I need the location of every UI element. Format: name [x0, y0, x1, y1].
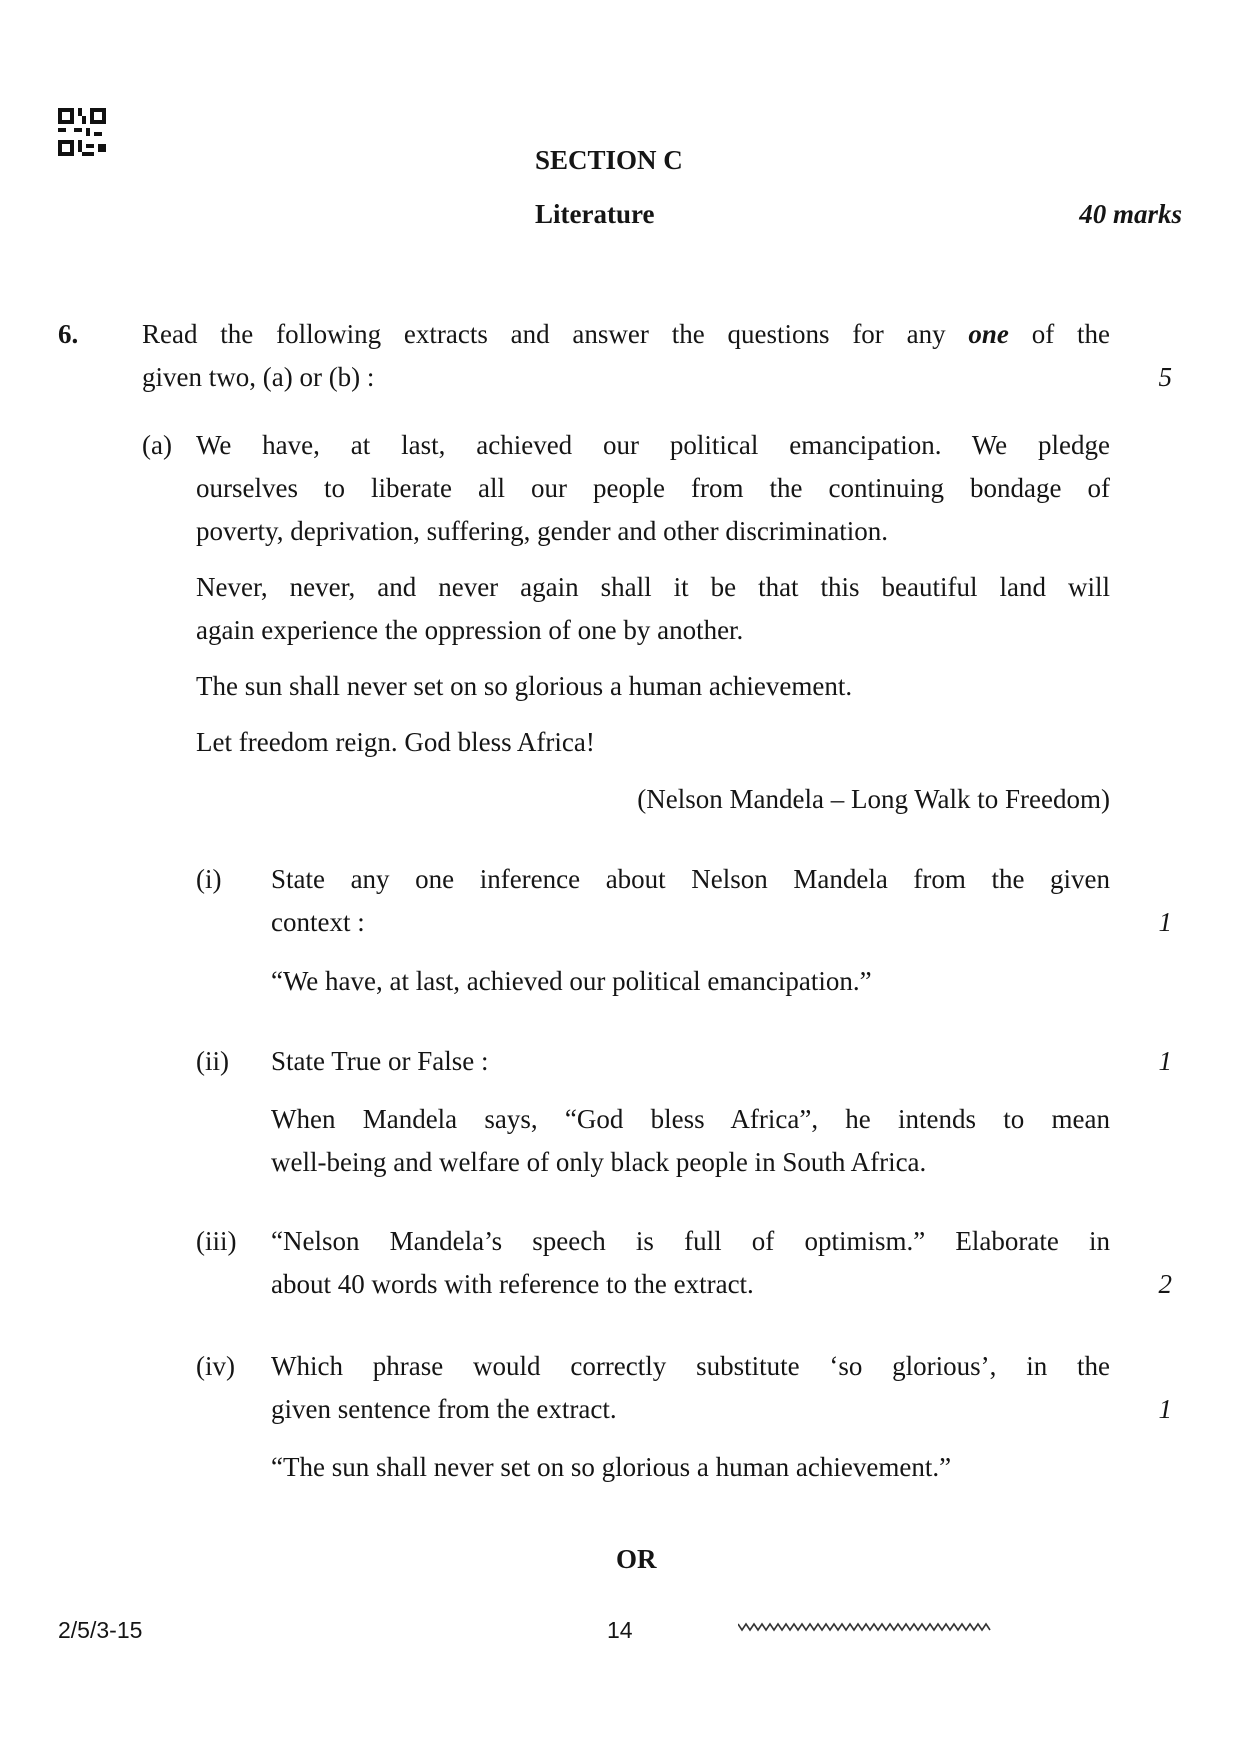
intro-emphasis: one — [968, 319, 1009, 349]
subq-iii-line1: “Nelson Mandela’s speech is full of optimism.” Elaborate in — [271, 1226, 1110, 1256]
question-marks: 5 — [1158, 362, 1172, 392]
subq-iv-line1: Which phrase would correctly substitute ‘so glorious’, in the — [271, 1351, 1110, 1381]
question-intro-line1 — [142, 313, 1110, 356]
subq-i-marks: 1 — [1158, 907, 1172, 937]
subq-iv-number: (iv) — [196, 1351, 235, 1381]
extract-p1-line1: We have, at last, achieved our political emancipation. We pledge — [196, 430, 1110, 460]
section-title: SECTION C — [535, 145, 683, 175]
subq-iii-line2: about 40 words with reference to the extract. — [271, 1269, 754, 1299]
subq-ii-body2: well-being and welfare of only black people in South Africa. — [271, 1147, 927, 1177]
subq-ii-body1: When Mandela says, “God bless Africa”, he intends to mean — [271, 1104, 1110, 1134]
subq-iv-marks: 1 — [1158, 1394, 1172, 1424]
extract-source: (Nelson Mandela – Long Walk to Freedom) — [637, 784, 1110, 814]
subq-iii-number: (iii) — [196, 1226, 237, 1256]
page-number: 14 — [607, 1617, 633, 1643]
subq-iii-marks: 2 — [1158, 1269, 1172, 1299]
paper-code: 2/5/3-15 — [58, 1617, 143, 1643]
subq-i-line2: context : — [271, 907, 365, 937]
wavy-line-decoration — [738, 1620, 992, 1634]
subq-i-number: (i) — [196, 864, 222, 894]
subq-iv-quote: “The sun shall never set on so glorious a human achievement.” — [271, 1452, 952, 1482]
extract-p2-line2: again experience the oppression of one by another. — [196, 615, 744, 645]
extract-p2-line1: Never, never, and never again shall it be that this beautiful land will — [196, 572, 1110, 602]
extract-p3: The sun shall never set on so glorious a human achievement. — [196, 671, 853, 701]
subq-ii-marks: 1 — [1158, 1046, 1172, 1076]
extract-p4: Let freedom reign. God bless Africa! — [196, 727, 595, 757]
extract-p1-line2: ourselves to liberate all our people from the continuing bondage of — [196, 473, 1110, 503]
question-number: 6. — [58, 319, 79, 349]
intro-text-pre: Read the following extracts and answer the questions for any — [142, 319, 946, 349]
section-marks: 40 marks — [1079, 199, 1182, 229]
extract-label: (a) — [142, 430, 172, 460]
or-separator: OR — [616, 1544, 657, 1574]
subq-iv-line2: given sentence from the extract. — [271, 1394, 617, 1424]
extract-p1-line3: poverty, deprivation, suffering, gender and other discrimination. — [196, 516, 889, 546]
subq-ii-line1: State True or False : — [271, 1046, 489, 1076]
subq-i-quote: “We have, at last, achieved our political emancipation.” — [271, 966, 872, 996]
subject-title: Literature — [535, 199, 655, 229]
intro-text-post: of the — [1031, 319, 1111, 349]
subq-i-line1: State any one inference about Nelson Mandela from the given — [271, 864, 1110, 894]
qr-code-icon — [58, 108, 106, 156]
subq-ii-number: (ii) — [196, 1046, 229, 1076]
question-intro-line2: given two, (a) or (b) : — [142, 362, 375, 392]
